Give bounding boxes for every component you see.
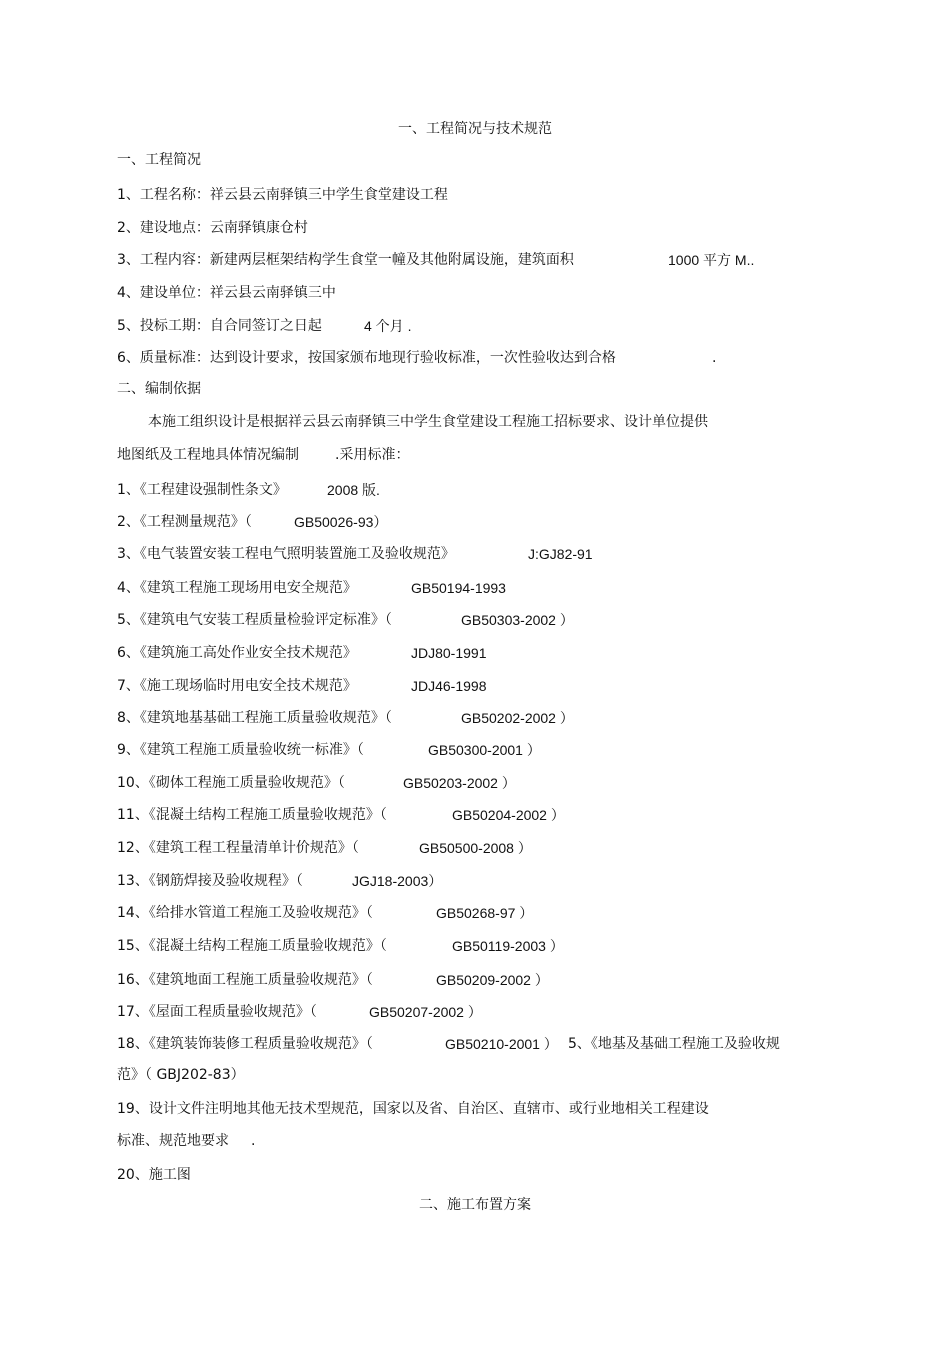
standard-code: GB50207-2002 ） [369, 1004, 482, 1020]
heading-compile-basis: 二、编制依据 [117, 381, 201, 397]
standard-code: GB50268-97 ） [436, 905, 534, 921]
info-line-5-duration: 4 个月 . [364, 318, 412, 334]
basis-paragraph-line-2-tail: .采用标准： [335, 447, 410, 463]
standard-code: GB50119-2003 ） [452, 938, 564, 954]
standard-code: GB50194-1993 [411, 580, 506, 596]
standard-code: GB50300-2001 ） [428, 742, 541, 758]
standard-name: 16、《建筑地面工程施工质量验收规范》（ [117, 972, 373, 988]
heading-project-overview: 一、工程简况 [117, 152, 201, 168]
standard-code: GB50500-2008 ） [419, 840, 532, 856]
item-19-line-2-tail: . [251, 1133, 256, 1149]
standard-18-line-2: 范》（ GBJ202-83） [117, 1067, 245, 1083]
standard-name: 7、《施工现场临时用电安全技术规范》 [117, 678, 357, 694]
item-19-line-2: 标准、规范地要求 [117, 1133, 229, 1149]
standard-code: GB50026-93） [294, 514, 388, 530]
standard-name: 15、《混凝土结构工程施工质量验收规范》（ [117, 938, 387, 954]
standard-code: J:GJ82-91 [528, 546, 593, 562]
standard-code: GB50202-2002 ） [461, 710, 574, 726]
standard-name: 2、《工程测量规范》（ [117, 514, 252, 530]
standard-name: 1、《工程建设强制性条文》 [117, 482, 287, 498]
standard-name: 13、《钢筋焊接及验收规程》（ [117, 873, 303, 889]
standard-18-code: GB50210-2001 ） [445, 1036, 558, 1052]
standard-18-tail: 5、《地基及基础工程施工及验收规 [568, 1036, 780, 1052]
standard-code: JGJ18-2003） [352, 873, 443, 889]
section-title-2: 二、施工布置方案 [419, 1197, 531, 1213]
standard-name: 12、《建筑工程工程量清单计价规范》（ [117, 840, 359, 856]
info-line-6: 6、质量标准：达到设计要求，按国家颁布地现行验收标准，一次性验收达到合格 [117, 350, 616, 366]
standard-code: GB50303-2002 ） [461, 612, 574, 628]
item-19-line-1: 19、设计文件注明地其他无技术型规范，国家以及省、自治区、直辖市、或行业地相关工程建设 [117, 1101, 709, 1117]
standard-name: 9、《建筑工程施工质量验收统一标准》（ [117, 742, 364, 758]
standard-name: 11、《混凝土结构工程施工质量验收规范》（ [117, 807, 387, 823]
standard-name: 6、《建筑施工高处作业安全技术规范》 [117, 645, 357, 661]
standard-name: 17、《屋面工程质量验收规范》（ [117, 1004, 317, 1020]
standard-18-name: 18、《建筑装饰装修工程质量验收规范》（ [117, 1036, 373, 1052]
standard-code: GB50204-2002 ） [452, 807, 565, 823]
standard-code: 2008 版. [327, 482, 380, 498]
info-line-4: 4、建设单位：祥云县云南驿镇三中 [117, 285, 336, 301]
info-line-2: 2、建设地点：云南驿镇康仓村 [117, 220, 308, 236]
info-line-3: 3、工程内容：新建两层框架结构学生食堂一幢及其他附属设施，建筑面积 [117, 252, 574, 268]
item-20: 20、施工图 [117, 1167, 191, 1183]
info-line-1: 1、工程名称：祥云县云南驿镇三中学生食堂建设工程 [117, 187, 448, 203]
standard-code: JDJ80-1991 [411, 645, 487, 661]
standard-name: 14、《给排水管道工程施工及验收规范》（ [117, 905, 373, 921]
standard-name: 10、《砌体工程施工质量验收规范》（ [117, 775, 345, 791]
standard-code: GB50209-2002 ） [436, 972, 549, 988]
standard-code: GB50203-2002 ） [403, 775, 516, 791]
standard-name: 3、《电气装置安装工程电气照明装置施工及验收规范》 [117, 546, 455, 562]
info-line-3-area: 1000 平方 M.. [668, 252, 755, 268]
basis-paragraph-line-2: 地图纸及工程地具体情况编制 [117, 447, 299, 463]
info-line-6-tail: . [712, 350, 717, 366]
standard-name: 4、《建筑工程施工现场用电安全规范》 [117, 580, 357, 596]
section-title-1: 一、工程简况与技术规范 [398, 121, 552, 137]
basis-paragraph-line-1: 本施工组织设计是根据祥云县云南驿镇三中学生食堂建设工程施工招标要求、设计单位提供 [148, 414, 708, 430]
standard-code: JDJ46-1998 [411, 678, 487, 694]
info-line-5: 5、投标工期：自合同签订之日起 [117, 318, 322, 334]
standard-name: 5、《建筑电气安装工程质量检验评定标准》（ [117, 612, 392, 628]
standard-name: 8、《建筑地基基础工程施工质量验收规范》（ [117, 710, 392, 726]
